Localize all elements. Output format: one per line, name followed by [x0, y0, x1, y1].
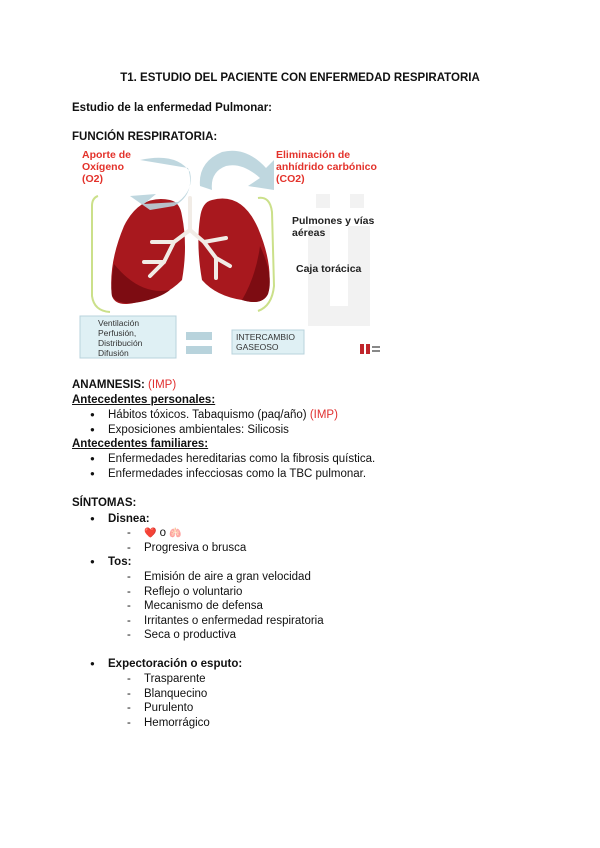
esputo-bullet [72, 657, 242, 672]
watermark-logo [308, 194, 370, 326]
list-item: - Mecanismo de defensa [108, 599, 324, 614]
respiratory-function-figure [70, 146, 384, 360]
disnea-list [108, 526, 246, 555]
label-aporte: Aporte de Oxígeno (O2) [82, 149, 132, 185]
section-study-heading: Estudio de la enfermedad Pulmonar: [72, 102, 273, 114]
list-item: - Progresiva o brusca [108, 541, 246, 556]
lungs-icon: 🫁 [169, 528, 182, 539]
box-intercambio-text: INTERCAMBIO GASEOSO [236, 332, 296, 352]
page-title: T1. ESTUDIO DEL PACIENTE CON ENFERMEDAD RESPIRATORIA [120, 72, 480, 84]
list-item: - Hemorrágico [108, 716, 210, 731]
connector-bar-top [186, 332, 212, 340]
label-caja: Caja torácica [296, 263, 362, 275]
heart-icon: ❤️ [144, 528, 157, 539]
disnea-label: ● Disnea: [72, 512, 150, 527]
left-outline [92, 196, 110, 312]
list-item: - Trasparente [108, 672, 210, 687]
sintomas-heading: SÍNTOMAS: [72, 497, 137, 509]
list-item: - Irritantes o enfermedad respiratoria [108, 614, 324, 629]
antecedentes-personales-heading: Antecedentes personales: [72, 394, 216, 406]
list-item: - Seca o productiva [108, 628, 324, 643]
tos-list [108, 570, 324, 643]
university-logo [360, 344, 380, 354]
label-eliminacion: Eliminación de anhídrido carbónico (CO2) [276, 149, 377, 185]
list-item: ● Enfermedades hereditarias como la fibrosis quística. [72, 452, 375, 467]
antecedentes-personales-list [72, 408, 338, 437]
esputo-label: ● Expectoración o esputo: [72, 657, 242, 672]
list-item: - Reflejo o voluntario [108, 585, 324, 600]
anamnesis-heading: ANAMNESIS: (IMP) [72, 379, 177, 391]
tos-label: ● Tos: [72, 555, 131, 570]
list-item: - Emisión de aire a gran velocidad [108, 570, 324, 585]
list-item: ● Hábitos tóxicos. Tabaquismo (paq/año) (IMP) [72, 408, 338, 423]
connector-bar-bottom [186, 346, 212, 354]
antecedentes-familiares-list [72, 452, 375, 481]
esputo-list [108, 672, 210, 730]
list-item: - Blanquecino [108, 687, 210, 702]
disnea-bullet [72, 512, 150, 527]
tos-bullet [72, 555, 131, 570]
list-item: ● Exposiciones ambientales: Silicosis [72, 423, 338, 438]
section-function-heading: FUNCIÓN RESPIRATORIA: [72, 131, 218, 143]
list-item: - Purulento [108, 701, 210, 716]
list-item: ● Enfermedades infecciosas como la TBC pulmonar. [72, 467, 375, 482]
antecedentes-familiares-heading: Antecedentes familiares: [72, 438, 209, 450]
list-item: - ❤️ o 🫁 [108, 526, 246, 541]
label-pulmones: Pulmones y vías aéreas [292, 215, 375, 239]
box-ventilacion-text: Ventilación Perfusión, Distribución Difusión [98, 318, 143, 358]
co2-arrow [200, 151, 274, 190]
